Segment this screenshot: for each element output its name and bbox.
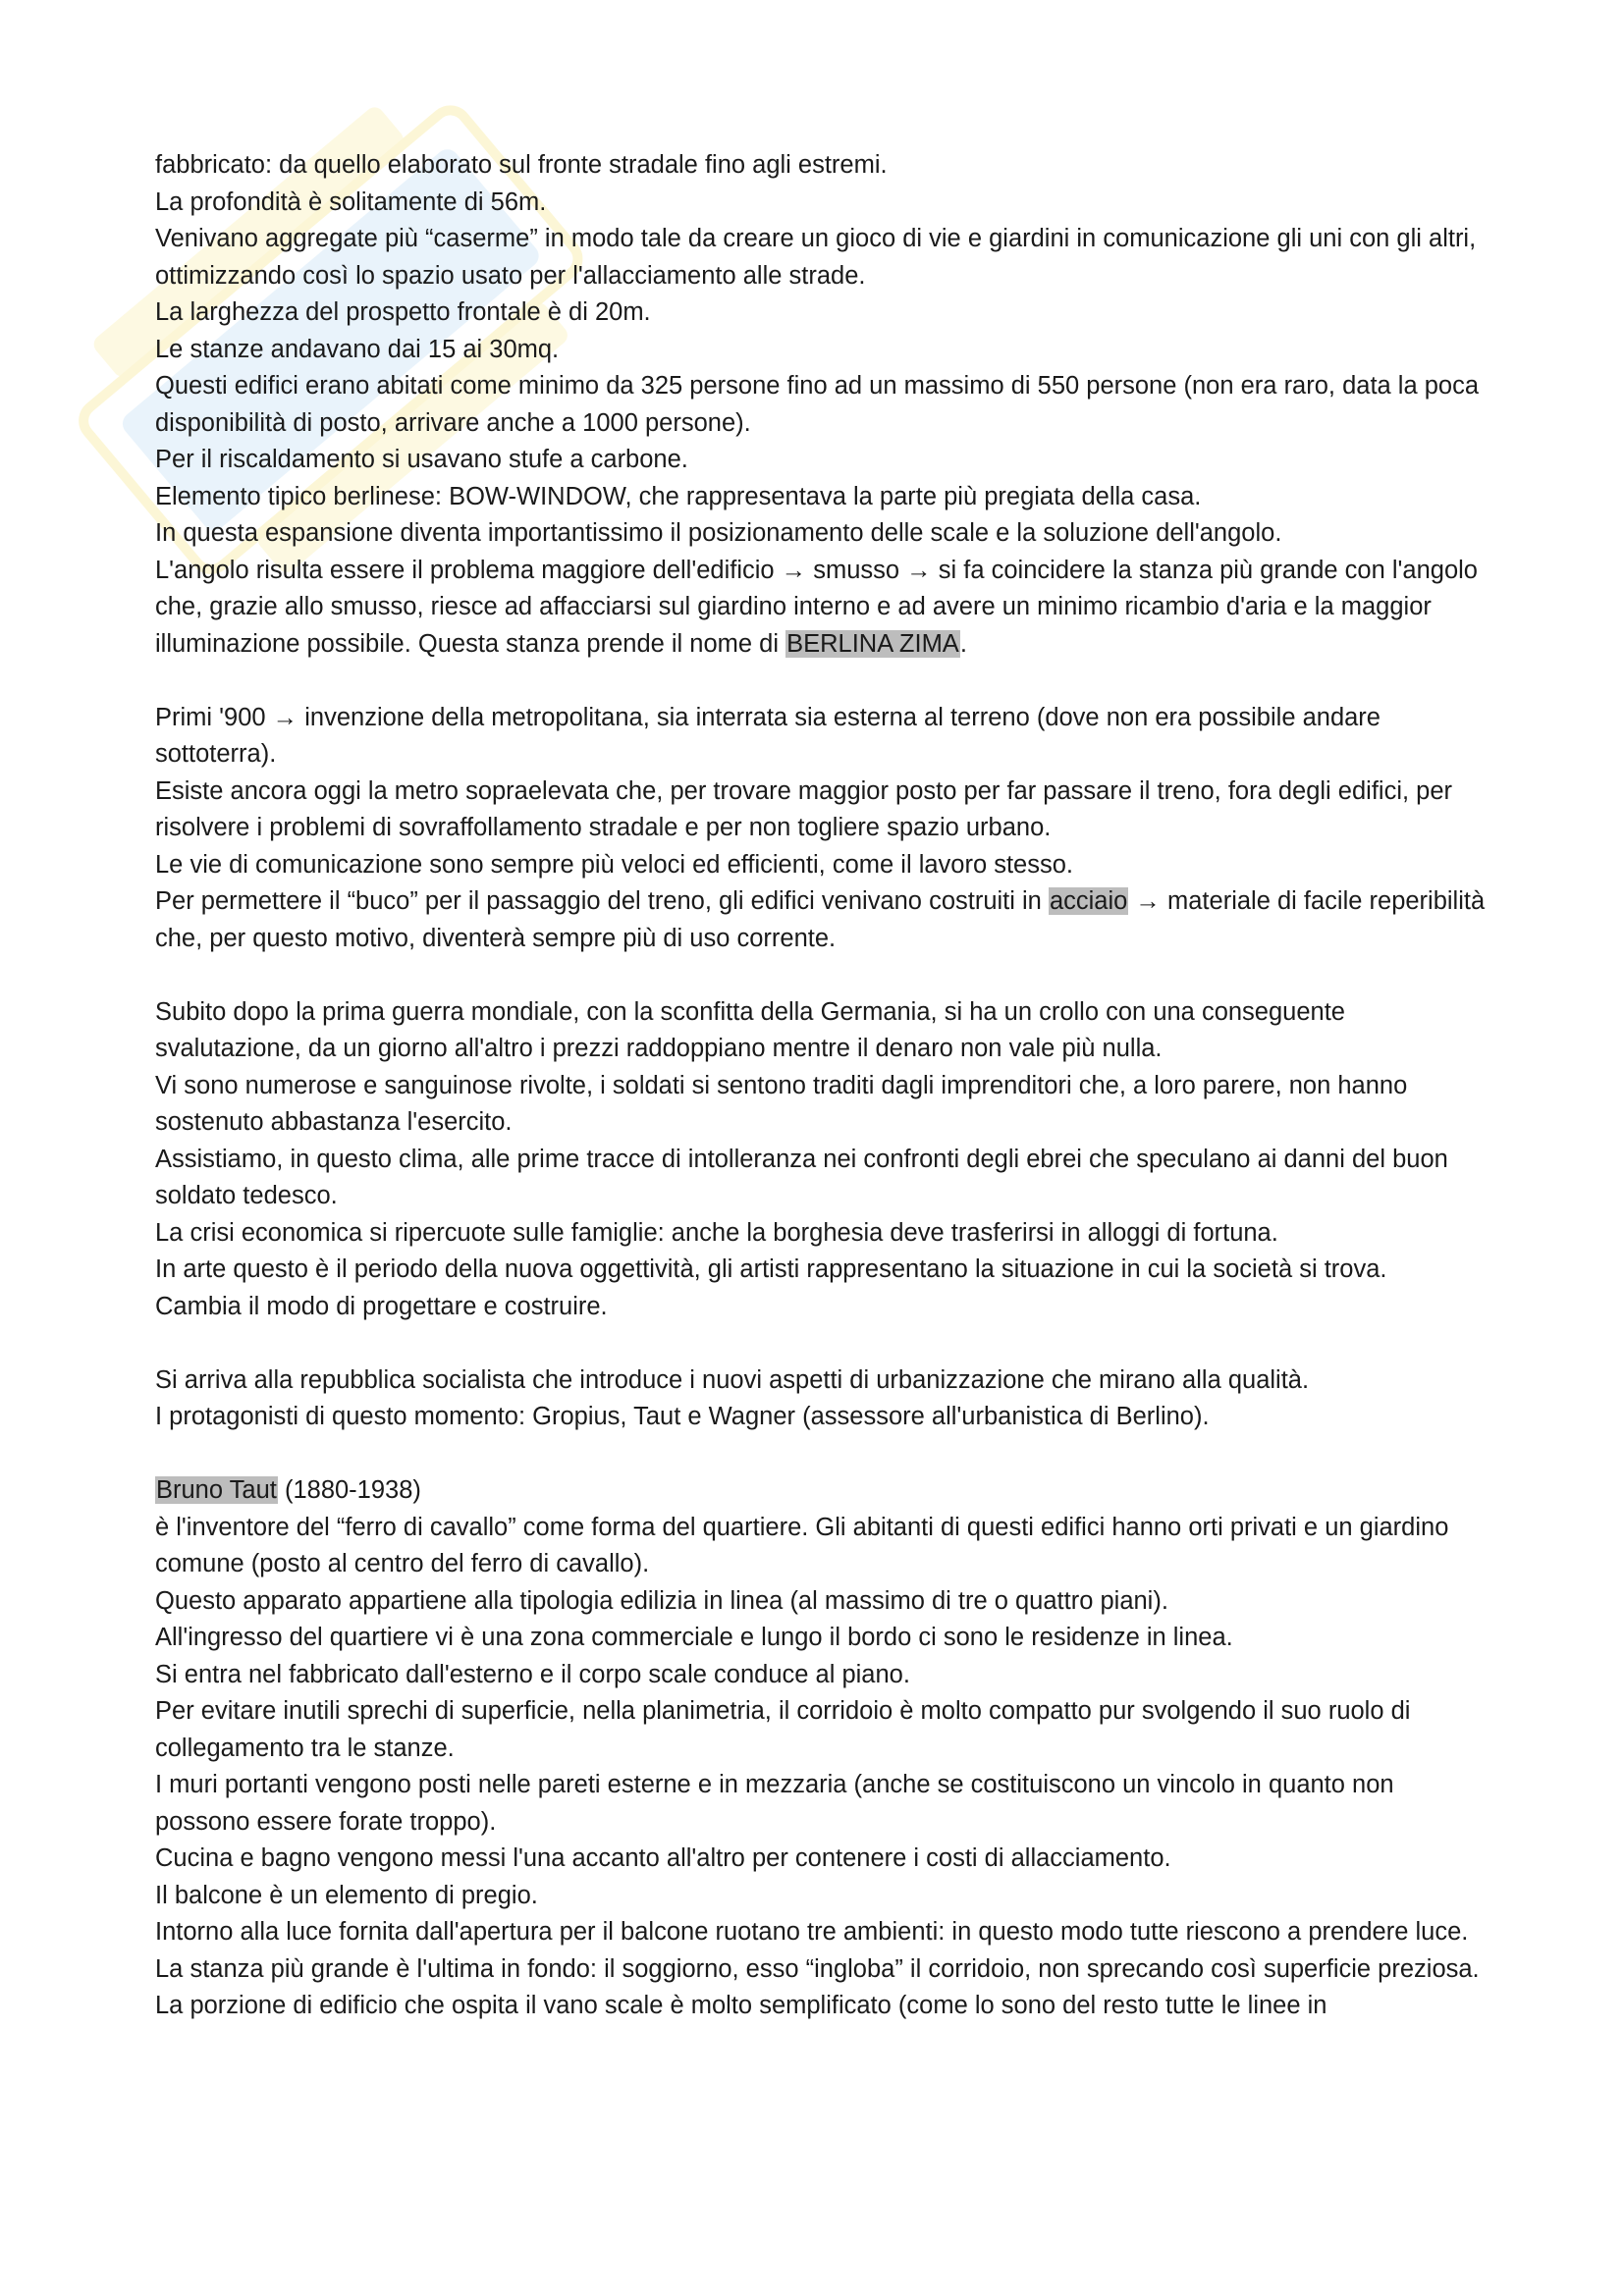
line-text: Per evitare inutili sprechi di superficie, nella planimetria, il corridoio è molto compatto pur svolgendo il suo ruolo di collegamento tra le stanze. [155,1697,1411,1762]
line-text: Per permettere il “buco” per il passaggio del treno, gli edifici venivano costruiti in [155,887,1049,915]
text-line [155,847,1490,884]
text-line [155,515,1490,553]
line-text-after: . [959,629,967,658]
text-line [155,1657,1490,1694]
text-line [155,1620,1490,1657]
text-line [155,774,1490,847]
line-text: Questo apparato appartiene alla tipologia edilizia in linea (al massimo di tre o quattro piani). [155,1586,1168,1615]
line-text: Il balcone è un elemento di pregio. [155,1881,538,1909]
line-text: L'angolo risulta essere il problema maggiore dell'edificio → smusso → si fa coincidere la stanza più grande con l'angolo che, grazie allo smusso, riesce ad affacciarsi sul giardino interno e ad avere un minimo ricambio d'aria e la maggior illuminazione possibile. Questa stanza prende il nome di [155,556,1478,658]
text-line [155,1951,1490,1989]
text-line [155,1914,1490,1951]
text-line [155,1693,1490,1767]
highlighted-term: acciaio [1049,887,1128,915]
text-line [155,221,1490,294]
text-line [155,147,1490,185]
text-line [155,1988,1490,2025]
text-line [155,1583,1490,1621]
line-text: La porzione di edificio che ospita il vano scale è molto semplificato (come lo sono del resto tutte le linee in [155,1992,1327,2019]
line-text: Primi '900 → invenzione della metropolitana, sia interrata sia esterna al terreno (dove non era possibile andare sottoterra). [155,703,1380,768]
paragraph [155,994,1490,1326]
line-text: Questi edifici erano abitati come minimo da 325 persone fino ad un massimo di 550 persone (non era raro, data la poca disponibilità di posto, arrivare anche a 1000 persone). [155,372,1480,437]
line-text: I protagonisti di questo momento: Gropius, Taut e Wagner (assessore all'urbanistica di Berlino). [155,1403,1210,1430]
paragraph [155,147,1490,663]
line-text: La larghezza del prospetto frontale è di 20m. [155,298,651,326]
text-line [155,368,1490,442]
line-text: La crisi economica si ripercuote sulle famiglie: anche la borghesia deve trasferirsi in alloggi di fortuna. [155,1218,1278,1247]
text-line [155,1399,1490,1436]
text-line [155,442,1490,479]
paragraph [155,1472,1490,2025]
text-line [155,1252,1490,1289]
line-text: è l'inventore del “ferro di cavallo” come forma del quartiere. Gli abitanti di questi edifici hanno orti privati e un giardino comune (posto al centro del ferro di cavallo). [155,1513,1449,1577]
line-text: La stanza più grande è l'ultima in fondo: il soggiorno, esso “ingloba” il corridoio, non sprecando così superficie preziosa. [155,1954,1480,1983]
text-line [155,294,1490,332]
line-text: Intorno alla luce fornita dall'apertura per il balcone ruotano tre ambienti: in questo modo tutte riescono a prendere luce. [155,1918,1469,1946]
line-text: Le stanze andavano dai 15 ai 30mq. [155,335,560,363]
line-text: Esiste ancora oggi la metro sopraelevata che, per trovare maggior posto per far passare il treno, fora degli edifici, per risolvere i problemi di sovraffollamento stradale e per non togliere spazio urbano. [155,776,1453,841]
text-line [155,1215,1490,1253]
line-text: Vi sono numerose e sanguinose rivolte, i soldati si sentono traditi dagli imprenditori che, a loro parere, non hanno sostenuto abbastanza l'esercito. [155,1071,1408,1136]
text-line [155,185,1490,222]
line-text: Venivano aggregate più “caserme” in modo tale da creare un gioco di vie e giardini in comunicazione gli uni con gli altri, ottimizzando così lo spazio usato per l'allacciamento alle strade. [155,225,1477,290]
text-line [155,1841,1490,1878]
text-line [155,1142,1490,1215]
text-line [155,883,1490,957]
paragraph [155,700,1490,958]
line-text: Subito dopo la prima guerra mondiale, con la sconfitta della Germania, si ha un crollo con una conseguente svalutazione, da un giorno all'altro i prezzi raddoppiano mentre il denaro non vale più nulla. [155,997,1345,1062]
line-text: Si entra nel fabbricato dall'esterno e il corpo scale conduce al piano. [155,1660,910,1688]
line-text: Si arriva alla repubblica socialista che introduce i nuovi aspetti di urbanizzazione che mirano alla qualità. [155,1365,1310,1394]
line-text: In arte questo è il periodo della nuova oggettività, gli artisti rappresentano la situazione in cui la società si trova. [155,1255,1387,1283]
text-line [155,994,1490,1068]
text-line [155,1878,1490,1915]
text-line [155,479,1490,516]
line-text: fabbricato: da quello elaborato sul fronte stradale fino agli estremi. [155,151,888,179]
text-line [155,1068,1490,1142]
line-text: Assistiamo, in questo clima, alle prime tracce di intolleranza nei confronti degli ebrei che speculano ai danni del buon soldato tedesco. [155,1145,1448,1209]
line-text: I muri portanti vengono posti nelle pareti esterne e in mezzaria (anche se costituiscono un vincolo in quanto non possono essere forate troppo). [155,1771,1394,1836]
line-text: Le vie di comunicazione sono sempre più veloci ed efficienti, come il lavoro stesso. [155,850,1074,879]
text-line [155,1362,1490,1400]
text-line [155,1472,1490,1510]
line-text-after: → materiale di facile reperibilità che, per questo motivo, diventerà sempre più di uso corrente. [155,887,1486,952]
line-text: All'ingresso del quartiere vi è una zona commerciale e lungo il bordo ci sono le residenze in linea. [155,1624,1233,1651]
text-line [155,1767,1490,1841]
text-line [155,700,1490,774]
text-line [155,1510,1490,1583]
highlighted-term: Bruno Taut [156,1476,277,1504]
text-line [155,1289,1490,1326]
line-text: Per il riscaldamento si usavano stufe a carbone. [155,446,688,473]
text-line [155,553,1490,664]
line-text: Cucina e bagno vengono messi l'una accanto all'altro per contenere i costi di allacciamento. [155,1844,1171,1872]
paragraph [155,1362,1490,1436]
text-line [155,332,1490,369]
highlighted-term: BERLINA ZIMA [786,629,959,658]
line-text-after: (1880-1938) [277,1476,421,1504]
line-text: Elemento tipico berlinese: BOW-WINDOW, che rappresentava la parte più pregiata della casa. [155,482,1202,510]
document-page [155,147,1490,2061]
line-text: Cambia il modo di progettare e costruire. [155,1292,608,1320]
line-text: La profondità è solitamente di 56m. [155,187,547,216]
line-text: In questa espansione diventa importantissimo il posizionamento delle scale e la soluzione dell'angolo. [155,519,1282,547]
